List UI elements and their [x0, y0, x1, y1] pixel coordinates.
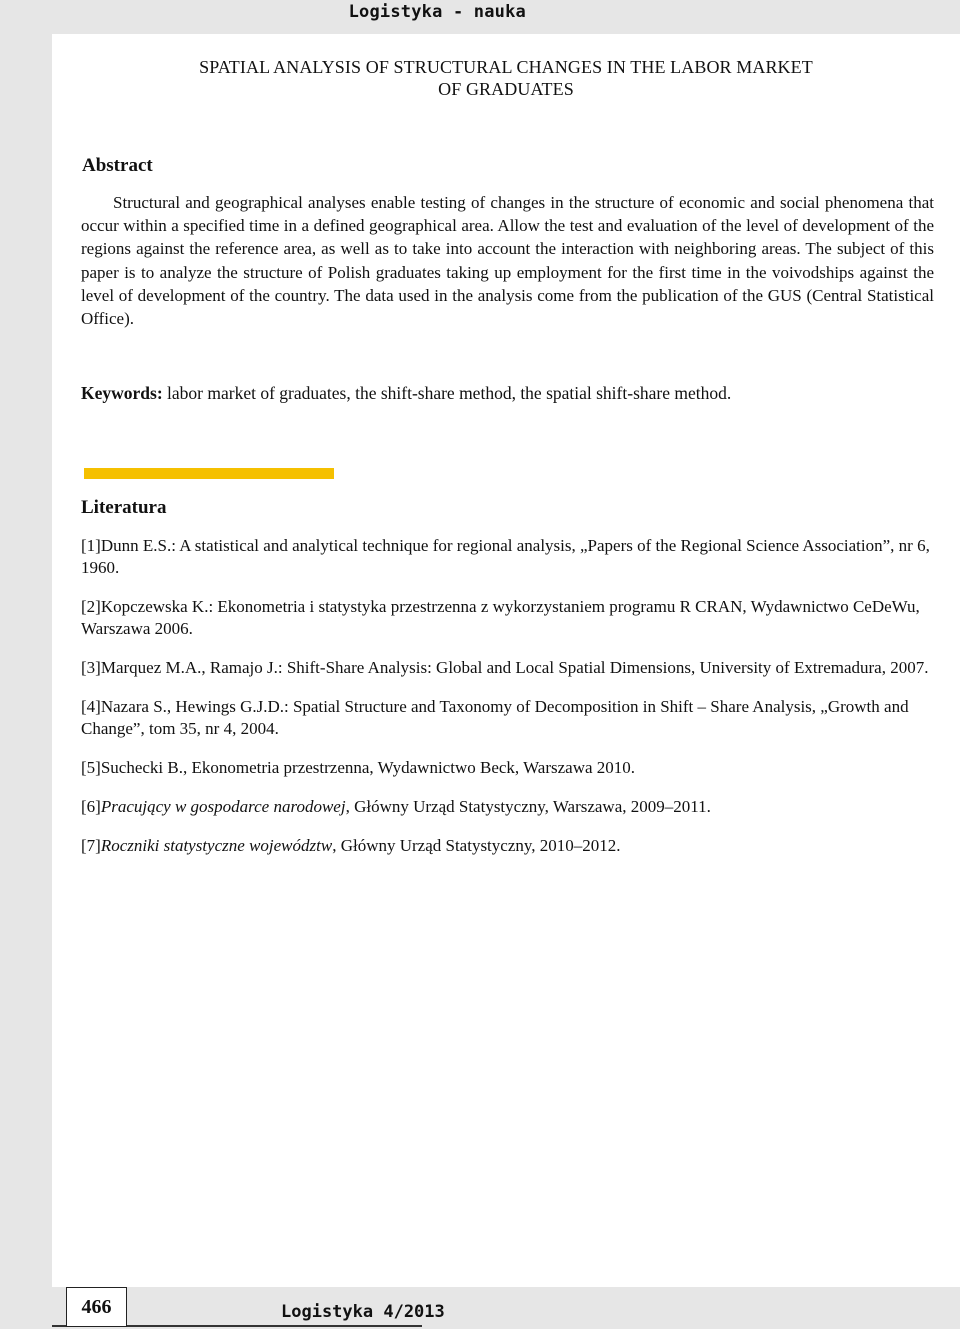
reference-text: [5]Suchecki B., Ekonometria przestrzenna, Wydawnictwo Beck, Warszawa 2010.	[81, 758, 636, 777]
reference-text: [6]	[81, 797, 101, 816]
paper-title-line-2: OF GRADUATES	[438, 79, 574, 99]
reference-text: [4]Nazara S., Hewings G.J.D.: Spatial Structure and Taxonomy of Decomposition in Shift – Share Analysis, „Growth and Change”, tom 35, nr 4, 2004.	[81, 697, 909, 738]
keywords	[81, 381, 941, 405]
abstract-heading: Abstract	[82, 155, 153, 176]
reference-item	[81, 535, 941, 579]
keywords-label: Keywords:	[81, 383, 163, 403]
reference-item	[81, 835, 941, 857]
reference-text: [1]Dunn E.S.: A statistical and analytical technique for regional analysis, „Papers of the Regional Science Association”, nr 6, 1960.	[81, 536, 930, 577]
journal-section-title: Logistyka - nauka	[348, 2, 526, 22]
footer-journal-issue: Logistyka 4/2013	[281, 1302, 445, 1322]
reference-item	[81, 796, 941, 818]
abstract-text: Structural and geographical analyses enable testing of changes in the structure of economic and social phenomena that occur within a specified time in a defined geographical area. Allow the test and evaluation of the level of development of the regions against the reference area, as well as to take into account the interaction with neighboring areas. The subject of this paper is to analyze the structure of Polish graduates taking up employment for the first time in the voivodships against the level of development of the country. The data used in the analysis come from the publication of the GUS (Central Statistical Office).	[81, 193, 934, 329]
reference-text: [2]Kopczewska K.: Ekonometria i statystyka przestrzenna z wykorzystaniem programu R CRAN, Wydawnictwo CeDeWu, Warszawa 2006.	[81, 597, 920, 638]
page-number: 466	[66, 1287, 127, 1327]
reference-text: [7]	[81, 836, 101, 855]
paper-title	[52, 56, 960, 100]
paper-title-line-1: SPATIAL ANALYSIS OF STRUCTURAL CHANGES IN THE LABOR MARKET	[199, 57, 813, 77]
reference-item	[81, 696, 941, 740]
reference-item	[81, 596, 941, 640]
reference-list	[81, 535, 941, 874]
reference-text: [3]Marquez M.A., Ramajo J.: Shift-Share Analysis: Global and Local Spatial Dimensions, University of Extremadura, 2007.	[81, 658, 929, 677]
keywords-text: labor market of graduates, the shift-share method, the spatial shift-share method.	[162, 383, 732, 403]
reference-item	[81, 757, 941, 779]
reference-tail: , Główny Urząd Statystyczny, 2010–2012.	[332, 836, 621, 855]
literature-heading: Literatura	[81, 497, 167, 518]
section-accent-bar	[84, 468, 334, 479]
reference-italic-title: Pracujący w gospodarce narodowej	[100, 797, 346, 816]
reference-tail: , Główny Urząd Statystyczny, Warszawa, 2009–2011.	[345, 797, 711, 816]
reference-italic-title: Roczniki statystyczne województw	[100, 836, 333, 855]
reference-item	[81, 657, 941, 679]
